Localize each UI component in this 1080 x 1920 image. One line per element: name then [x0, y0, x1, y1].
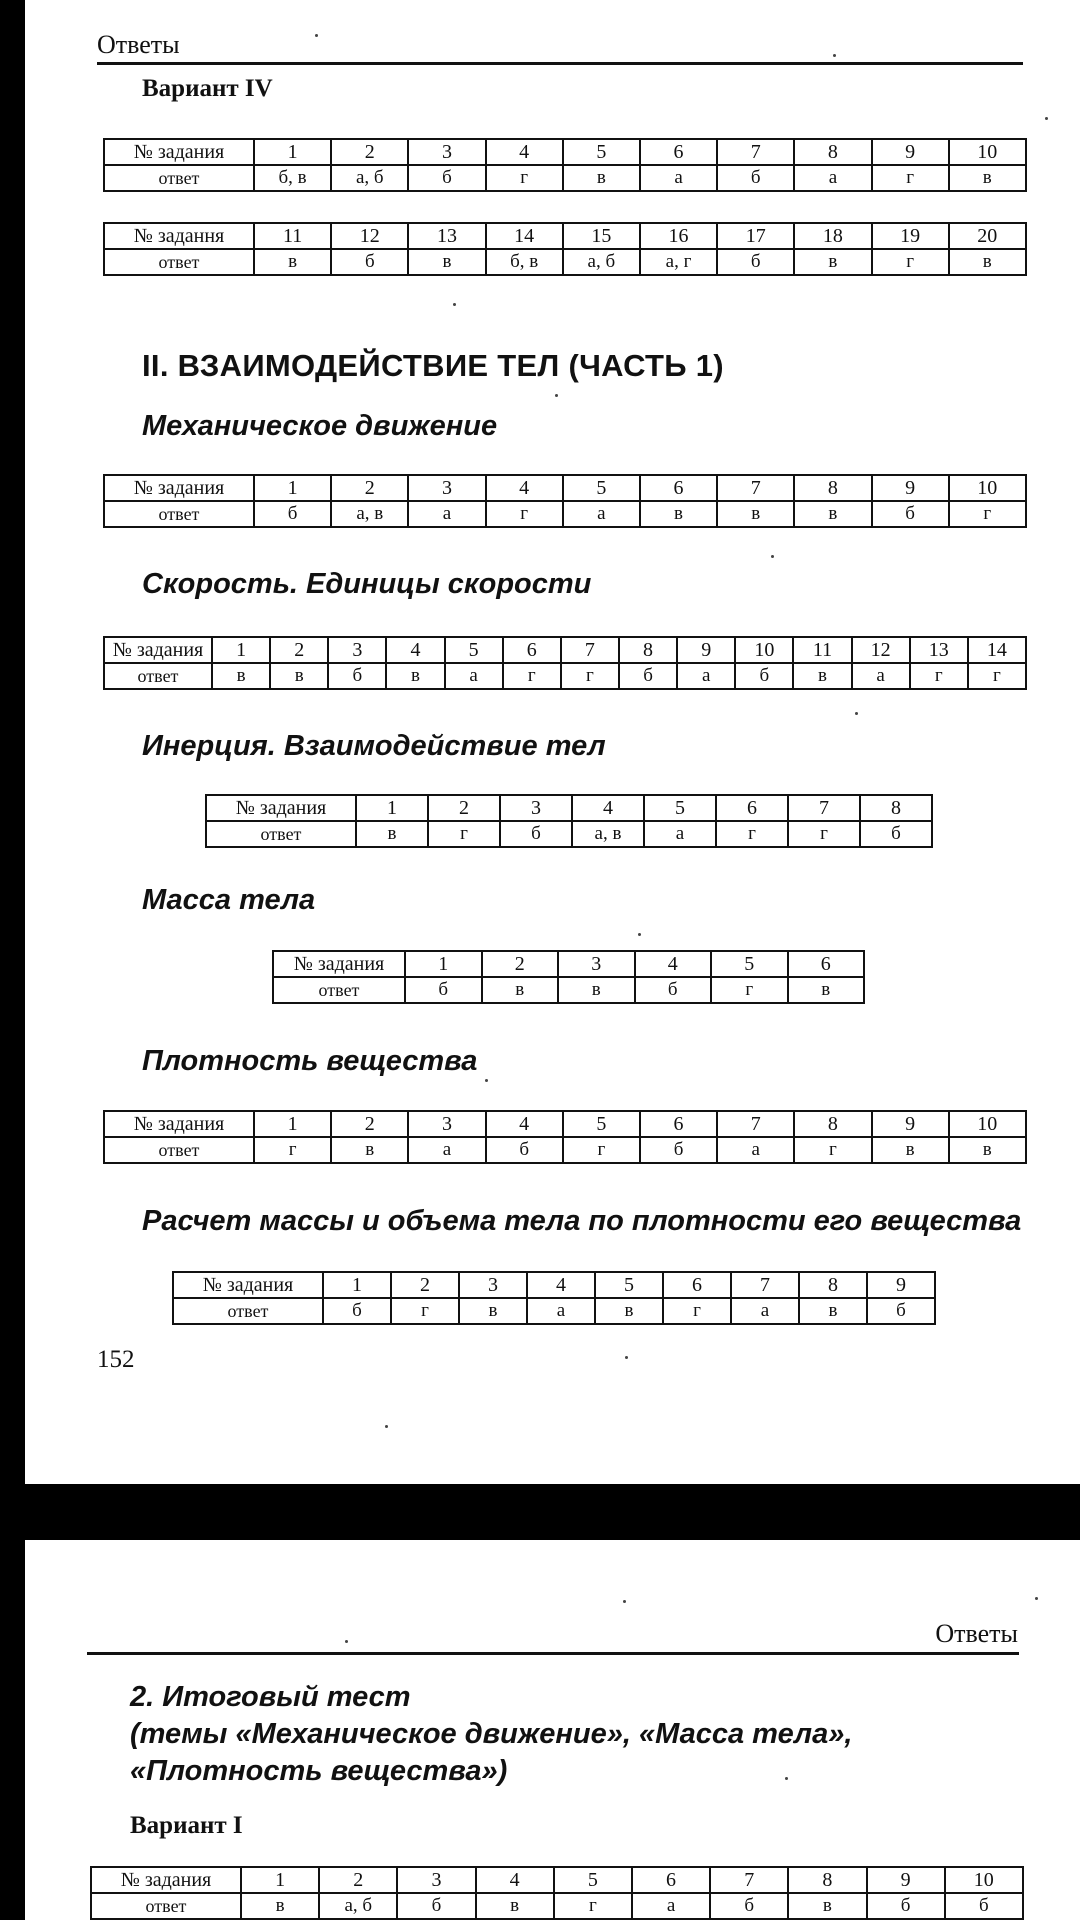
- task-number-cell: 6: [663, 1272, 731, 1298]
- answer-cell: б: [500, 821, 572, 847]
- answer-row: [273, 977, 864, 1003]
- answer-cell: в: [872, 1137, 949, 1163]
- scan-speck: [1045, 117, 1048, 120]
- task-number-row-label: № задания: [104, 1111, 254, 1137]
- task-number-cell: 1: [212, 637, 270, 663]
- answer-cell: в: [563, 165, 640, 191]
- scan-speck: [625, 1356, 628, 1359]
- task-number-cell: 5: [445, 637, 503, 663]
- answer-cell: в: [270, 663, 328, 689]
- answer-row: [206, 821, 932, 847]
- task-number-cell: 14: [968, 637, 1026, 663]
- answer-cell: в: [386, 663, 444, 689]
- task-number-row: [104, 139, 1026, 165]
- answer-cell: в: [949, 1137, 1026, 1163]
- answer-cell: в: [788, 977, 865, 1003]
- task-number-row-label: № задания: [91, 1867, 241, 1893]
- task-number-cell: 2: [428, 795, 500, 821]
- scan-speck: [345, 1640, 348, 1643]
- answer-cell: б: [710, 1893, 788, 1919]
- task-number-cell: 8: [799, 1272, 867, 1298]
- answer-table-mechanical-motion: [103, 474, 1027, 528]
- answer-table-speed: [103, 636, 1027, 690]
- task-number-row-label: № задания: [173, 1272, 323, 1298]
- task-number-cell: 3: [328, 637, 386, 663]
- task-number-cell: 7: [710, 1867, 788, 1893]
- task-number-row-label: № задания: [104, 475, 254, 501]
- task-number-cell: 5: [595, 1272, 663, 1298]
- answer-table-density: [103, 1110, 1027, 1164]
- answer-cell: а, б: [563, 249, 640, 275]
- answer-cell: а: [852, 663, 910, 689]
- answer-cell: г: [794, 1137, 871, 1163]
- answer-cell: в: [356, 821, 428, 847]
- task-number-cell: 1: [405, 951, 482, 977]
- answer-cell: в: [558, 977, 635, 1003]
- answer-cell: в: [254, 249, 331, 275]
- answer-cell: б: [405, 977, 482, 1003]
- task-number-cell: 2: [270, 637, 328, 663]
- answer-cell: а: [731, 1298, 799, 1324]
- scan-speck: [833, 54, 836, 57]
- answer-cell: г: [949, 501, 1026, 527]
- answer-cell: б: [867, 1893, 945, 1919]
- answer-cell: в: [595, 1298, 663, 1324]
- task-number-cell: 4: [572, 795, 644, 821]
- task-number-cell: 2: [391, 1272, 459, 1298]
- answer-cell: а, в: [572, 821, 644, 847]
- section-title-mass: Масса тела: [142, 884, 316, 916]
- task-number-cell: 8: [860, 795, 932, 821]
- answer-row-label: ответ: [104, 165, 254, 191]
- answer-cell: в: [482, 977, 559, 1003]
- answer-cell: в: [640, 501, 717, 527]
- section-title-inertia: Инерция. Взаимодействие тел: [142, 730, 606, 762]
- task-number-cell: 7: [717, 475, 794, 501]
- task-number-cell: 1: [323, 1272, 391, 1298]
- task-number-cell: 19: [872, 223, 949, 249]
- task-number-cell: 4: [486, 475, 563, 501]
- task-number-cell: 10: [735, 637, 793, 663]
- answer-row: [104, 165, 1026, 191]
- test-heading-line-3: «Плотность вещества»): [130, 1755, 508, 1787]
- task-number-cell: 11: [793, 637, 851, 663]
- answer-table-mass: [272, 950, 865, 1004]
- scan-speck: [385, 1425, 388, 1428]
- running-head: Ответы: [935, 1619, 1018, 1648]
- scan-speck: [485, 1079, 488, 1082]
- task-number-cell: 14: [486, 223, 563, 249]
- task-number-cell: 18: [794, 223, 871, 249]
- answer-cell: в: [799, 1298, 867, 1324]
- answer-row-label: ответ: [173, 1298, 323, 1324]
- task-number-cell: 5: [563, 139, 640, 165]
- answer-row-label: ответ: [206, 821, 356, 847]
- answer-row: [104, 501, 1026, 527]
- task-number-cell: 6: [640, 1111, 717, 1137]
- task-number-cell: 1: [356, 795, 428, 821]
- section-title-mechanical-motion: Механическое движение: [142, 410, 498, 442]
- task-number-row: [104, 475, 1026, 501]
- answer-cell: г: [872, 249, 949, 275]
- task-number-cell: 8: [794, 139, 871, 165]
- answer-cell: г: [503, 663, 561, 689]
- task-number-cell: 9: [872, 475, 949, 501]
- task-number-cell: 1: [254, 139, 331, 165]
- answer-cell: б, в: [254, 165, 331, 191]
- task-number-cell: 2: [331, 1111, 408, 1137]
- task-number-cell: 8: [619, 637, 677, 663]
- variant-title: Вариант IV: [142, 75, 273, 102]
- answer-cell: б: [717, 249, 794, 275]
- task-number-cell: 6: [788, 951, 865, 977]
- answer-cell: а, б: [319, 1893, 397, 1919]
- task-number-cell: 6: [716, 795, 788, 821]
- task-number-row: [104, 1111, 1026, 1137]
- task-number-cell: 2: [331, 139, 408, 165]
- scan-speck: [638, 933, 641, 936]
- answer-cell: б: [945, 1893, 1023, 1919]
- answer-cell: г: [716, 821, 788, 847]
- answer-cell: б: [860, 821, 932, 847]
- task-number-cell: 10: [949, 139, 1026, 165]
- test-heading-line-1: 2. Итоговый тест: [130, 1681, 411, 1713]
- answer-cell: г: [711, 977, 788, 1003]
- task-number-row: [91, 1867, 1023, 1893]
- answer-cell: б: [640, 1137, 717, 1163]
- answer-cell: г: [788, 821, 860, 847]
- part-heading: II. ВЗАИМОДЕЙСТВИЕ ТЕЛ (ЧАСТЬ 1): [142, 348, 724, 383]
- task-number-row: [206, 795, 932, 821]
- task-number-cell: 3: [408, 1111, 485, 1137]
- task-number-cell: 9: [677, 637, 735, 663]
- scan-speck: [785, 1777, 788, 1780]
- scan-speck: [1035, 1597, 1038, 1600]
- task-number-cell: 8: [788, 1867, 866, 1893]
- answer-cell: а: [563, 501, 640, 527]
- task-number-cell: 6: [503, 637, 561, 663]
- task-number-row: [273, 951, 864, 977]
- section-title-density: Плотность вещества: [142, 1045, 478, 1077]
- task-number-cell: 20: [949, 223, 1026, 249]
- answer-table-variant-iv-1-10: [103, 138, 1027, 192]
- scan-speck: [555, 394, 558, 397]
- answer-cell: в: [459, 1298, 527, 1324]
- task-number-cell: 9: [867, 1867, 945, 1893]
- answer-cell: б: [408, 165, 485, 191]
- running-head: Ответы: [97, 30, 180, 59]
- answer-cell: в: [717, 501, 794, 527]
- task-number-cell: 12: [852, 637, 910, 663]
- answer-row-label: ответ: [104, 663, 212, 689]
- task-number-cell: 1: [254, 1111, 331, 1137]
- task-number-cell: 3: [459, 1272, 527, 1298]
- task-number-row-label: № задания: [206, 795, 356, 821]
- task-number-cell: 5: [554, 1867, 632, 1893]
- answer-cell: а: [445, 663, 503, 689]
- task-number-cell: 9: [872, 139, 949, 165]
- answer-row-label: ответ: [104, 1137, 254, 1163]
- task-number-cell: 5: [711, 951, 788, 977]
- task-number-cell: 2: [482, 951, 559, 977]
- answer-cell: б: [872, 501, 949, 527]
- answer-cell: а: [677, 663, 735, 689]
- task-number-cell: 1: [254, 475, 331, 501]
- answer-cell: а: [632, 1893, 710, 1919]
- answer-cell: б: [867, 1298, 935, 1324]
- task-number-cell: 10: [949, 475, 1026, 501]
- answer-cell: б: [328, 663, 386, 689]
- answer-cell: г: [563, 1137, 640, 1163]
- answer-row-label: ответ: [273, 977, 405, 1003]
- answer-cell: г: [910, 663, 968, 689]
- task-number-row-label: № задания: [273, 951, 405, 977]
- section-title-mass-volume-calculation: Расчет массы и объема тела по плотности его вещества: [142, 1205, 1022, 1237]
- task-number-cell: 3: [408, 475, 485, 501]
- task-number-cell: 7: [561, 637, 619, 663]
- answer-row: [104, 663, 1026, 689]
- task-number-cell: 13: [408, 223, 485, 249]
- task-number-cell: 4: [476, 1867, 554, 1893]
- answer-cell: в: [212, 663, 270, 689]
- answer-row-label: ответ: [104, 501, 254, 527]
- answer-cell: г: [486, 165, 563, 191]
- task-number-row-label: № задання: [104, 223, 254, 249]
- page-number: 152: [97, 1346, 135, 1373]
- answer-row-label: ответ: [91, 1893, 241, 1919]
- answer-cell: б: [323, 1298, 391, 1324]
- answer-cell: в: [241, 1893, 319, 1919]
- task-number-cell: 4: [635, 951, 712, 977]
- task-number-cell: 5: [644, 795, 716, 821]
- answer-cell: г: [561, 663, 619, 689]
- task-number-row: [104, 223, 1026, 249]
- test-heading-line-2: (темы «Механическое движение», «Масса тела»,: [130, 1718, 853, 1750]
- answer-cell: б: [331, 249, 408, 275]
- scan-speck: [771, 555, 774, 558]
- task-number-cell: 12: [331, 223, 408, 249]
- answer-page-152: [25, 0, 1080, 1484]
- answer-cell: б: [735, 663, 793, 689]
- answer-cell: а: [408, 501, 485, 527]
- task-number-cell: 8: [794, 475, 871, 501]
- scan-speck: [623, 1600, 626, 1603]
- answer-cell: б: [397, 1893, 475, 1919]
- answer-cell: а: [640, 165, 717, 191]
- task-number-cell: 11: [254, 223, 331, 249]
- answer-cell: в: [408, 249, 485, 275]
- task-number-cell: 7: [731, 1272, 799, 1298]
- answer-cell: а, г: [640, 249, 717, 275]
- answer-cell: в: [476, 1893, 554, 1919]
- scan-speck: [855, 712, 858, 715]
- header-rule: [97, 62, 1023, 65]
- task-number-row-label: № задания: [104, 637, 212, 663]
- task-number-cell: 1: [241, 1867, 319, 1893]
- task-number-cell: 6: [640, 475, 717, 501]
- answer-table-variant-iv-11-20: [103, 222, 1027, 276]
- answer-row: [91, 1893, 1023, 1919]
- answer-row: [104, 1137, 1026, 1163]
- answer-table-mass-volume-calculation: [172, 1271, 936, 1325]
- answer-cell: в: [949, 249, 1026, 275]
- task-number-cell: 16: [640, 223, 717, 249]
- answer-cell: б: [486, 1137, 563, 1163]
- scan-speck: [453, 303, 456, 306]
- task-number-cell: 17: [717, 223, 794, 249]
- answer-cell: а: [644, 821, 716, 847]
- answer-cell: в: [331, 1137, 408, 1163]
- scan-speck: [315, 34, 318, 37]
- task-number-cell: 4: [486, 139, 563, 165]
- task-number-row: [104, 637, 1026, 663]
- answer-row: [104, 249, 1026, 275]
- answer-cell: г: [663, 1298, 731, 1324]
- answer-cell: б, в: [486, 249, 563, 275]
- answer-cell: б: [619, 663, 677, 689]
- answer-table-final-test-variant-i: [90, 1866, 1024, 1920]
- answer-table-inertia: [205, 794, 933, 848]
- task-number-cell: 10: [945, 1867, 1023, 1893]
- task-number-cell: 7: [788, 795, 860, 821]
- answer-page-final-test: [25, 1540, 1080, 1920]
- task-number-cell: 9: [867, 1272, 935, 1298]
- task-number-cell: 5: [563, 475, 640, 501]
- task-number-cell: 5: [563, 1111, 640, 1137]
- task-number-cell: 10: [949, 1111, 1026, 1137]
- answer-cell: а: [527, 1298, 595, 1324]
- answer-cell: а: [717, 1137, 794, 1163]
- answer-cell: г: [391, 1298, 459, 1324]
- header-rule: [87, 1652, 1019, 1655]
- task-number-cell: 8: [794, 1111, 871, 1137]
- task-number-cell: 6: [640, 139, 717, 165]
- task-number-cell: 2: [319, 1867, 397, 1893]
- section-title-speed: Скорость. Единицы скорости: [142, 568, 592, 600]
- answer-cell: а, б: [331, 165, 408, 191]
- task-number-cell: 4: [486, 1111, 563, 1137]
- answer-cell: а: [794, 165, 871, 191]
- task-number-row-label: № задания: [104, 139, 254, 165]
- answer-cell: б: [635, 977, 712, 1003]
- answer-cell: в: [793, 663, 851, 689]
- task-number-cell: 7: [717, 1111, 794, 1137]
- answer-row: [173, 1298, 935, 1324]
- answer-cell: в: [788, 1893, 866, 1919]
- answer-cell: в: [949, 165, 1026, 191]
- answer-cell: г: [486, 501, 563, 527]
- task-number-cell: 3: [397, 1867, 475, 1893]
- task-number-cell: 15: [563, 223, 640, 249]
- answer-cell: г: [554, 1893, 632, 1919]
- answer-cell: а, в: [331, 501, 408, 527]
- task-number-cell: 7: [717, 139, 794, 165]
- answer-cell: г: [428, 821, 500, 847]
- task-number-cell: 4: [386, 637, 444, 663]
- test-heading: [130, 1679, 852, 1790]
- task-number-cell: 2: [331, 475, 408, 501]
- answer-cell: б: [254, 501, 331, 527]
- task-number-cell: 9: [872, 1111, 949, 1137]
- answer-cell: в: [794, 249, 871, 275]
- answer-cell: г: [254, 1137, 331, 1163]
- task-number-cell: 13: [910, 637, 968, 663]
- answer-cell: а: [408, 1137, 485, 1163]
- task-number-cell: 3: [408, 139, 485, 165]
- task-number-cell: 4: [527, 1272, 595, 1298]
- task-number-cell: 3: [500, 795, 572, 821]
- task-number-row: [173, 1272, 935, 1298]
- answer-cell: г: [872, 165, 949, 191]
- answer-cell: б: [717, 165, 794, 191]
- answer-cell: в: [794, 501, 871, 527]
- answer-cell: г: [968, 663, 1026, 689]
- task-number-cell: 3: [558, 951, 635, 977]
- task-number-cell: 6: [632, 1867, 710, 1893]
- variant-title: Вариант I: [130, 1812, 243, 1839]
- answer-row-label: ответ: [104, 249, 254, 275]
